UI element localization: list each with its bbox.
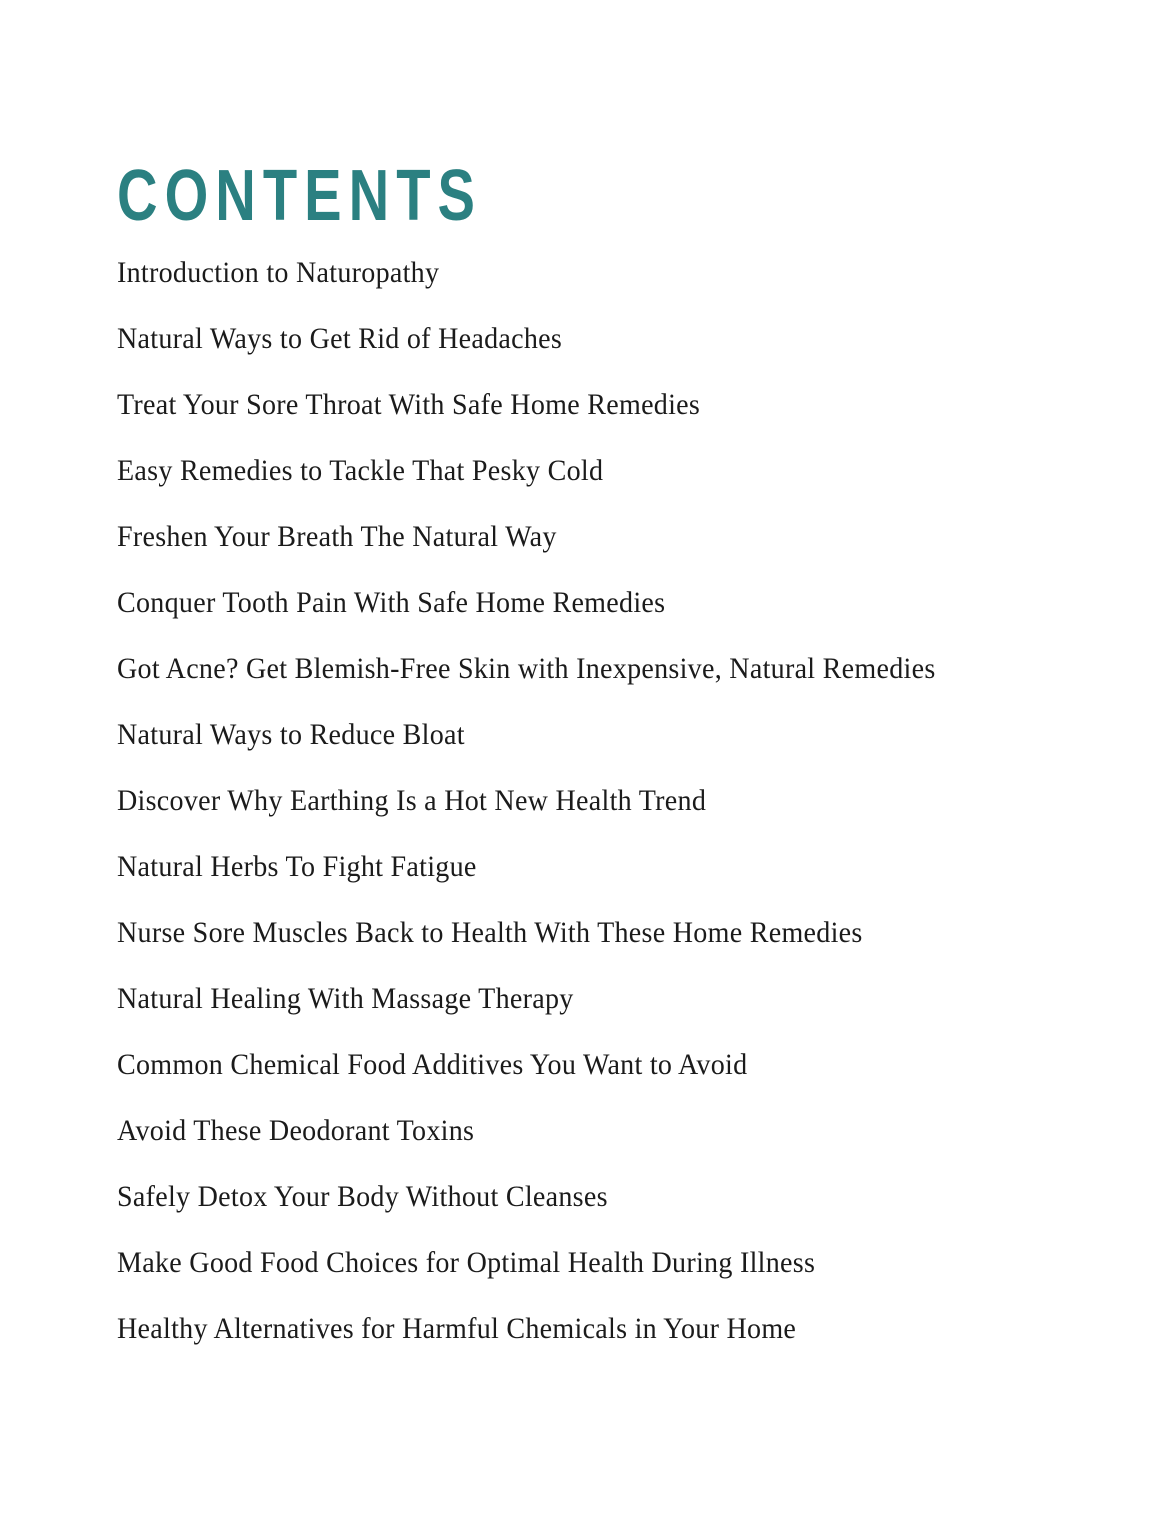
page-title: CONTENTS (117, 156, 483, 237)
toc-entry-label: Freshen Your Breath The Natural Way (117, 520, 557, 553)
toc-entry[interactable] (117, 504, 1052, 570)
toc-entry[interactable] (117, 1164, 1052, 1230)
toc-entry[interactable] (117, 570, 1052, 636)
toc-entry[interactable] (117, 1230, 1052, 1296)
toc-entry[interactable] (117, 306, 1052, 372)
toc-entry[interactable] (117, 966, 1052, 1032)
table-of-contents-list (117, 240, 1117, 1362)
toc-entry-label: Natural Ways to Reduce Bloat (117, 718, 465, 751)
toc-entry[interactable] (117, 1098, 1052, 1164)
toc-entry-label: Introduction to Naturopathy (117, 256, 440, 289)
toc-entry-label: Discover Why Earthing Is a Hot New Health Trend (117, 784, 707, 817)
toc-entry-label: Treat Your Sore Throat With Safe Home Remedies (117, 388, 701, 421)
toc-entry-label: Conquer Tooth Pain With Safe Home Remedies (117, 586, 666, 619)
toc-entry-label: Avoid These Deodorant Toxins (117, 1114, 475, 1147)
toc-entry-label: Make Good Food Choices for Optimal Health During Illness (117, 1246, 816, 1279)
toc-entry[interactable] (117, 438, 1052, 504)
toc-entry[interactable] (117, 834, 1052, 900)
toc-entry-label: Natural Ways to Get Rid of Headaches (117, 322, 563, 355)
toc-entry-label: Natural Healing With Massage Therapy (117, 982, 574, 1015)
toc-entry-label: Healthy Alternatives for Harmful Chemicals in Your Home (117, 1312, 797, 1345)
toc-entry[interactable] (117, 900, 1052, 966)
toc-entry-label: Easy Remedies to Tackle That Pesky Cold (117, 454, 604, 487)
toc-entry[interactable] (117, 702, 1052, 768)
toc-entry-label: Safely Detox Your Body Without Cleanses (117, 1180, 608, 1213)
toc-entry-label: Nurse Sore Muscles Back to Health With These Home Remedies (117, 916, 863, 949)
toc-entry[interactable] (117, 1032, 1052, 1098)
toc-entry-label: Common Chemical Food Additives You Want to Avoid (117, 1048, 748, 1081)
toc-entry-label: Got Acne? Get Blemish-Free Skin with Inexpensive, Natural Remedies (117, 652, 936, 685)
toc-entry[interactable] (117, 1296, 1052, 1362)
toc-entry[interactable] (117, 768, 1052, 834)
toc-entry-label: Natural Herbs To Fight Fatigue (117, 850, 477, 883)
toc-entry[interactable] (117, 372, 1052, 438)
toc-entry[interactable] (117, 240, 1052, 306)
toc-entry[interactable] (117, 636, 1052, 702)
